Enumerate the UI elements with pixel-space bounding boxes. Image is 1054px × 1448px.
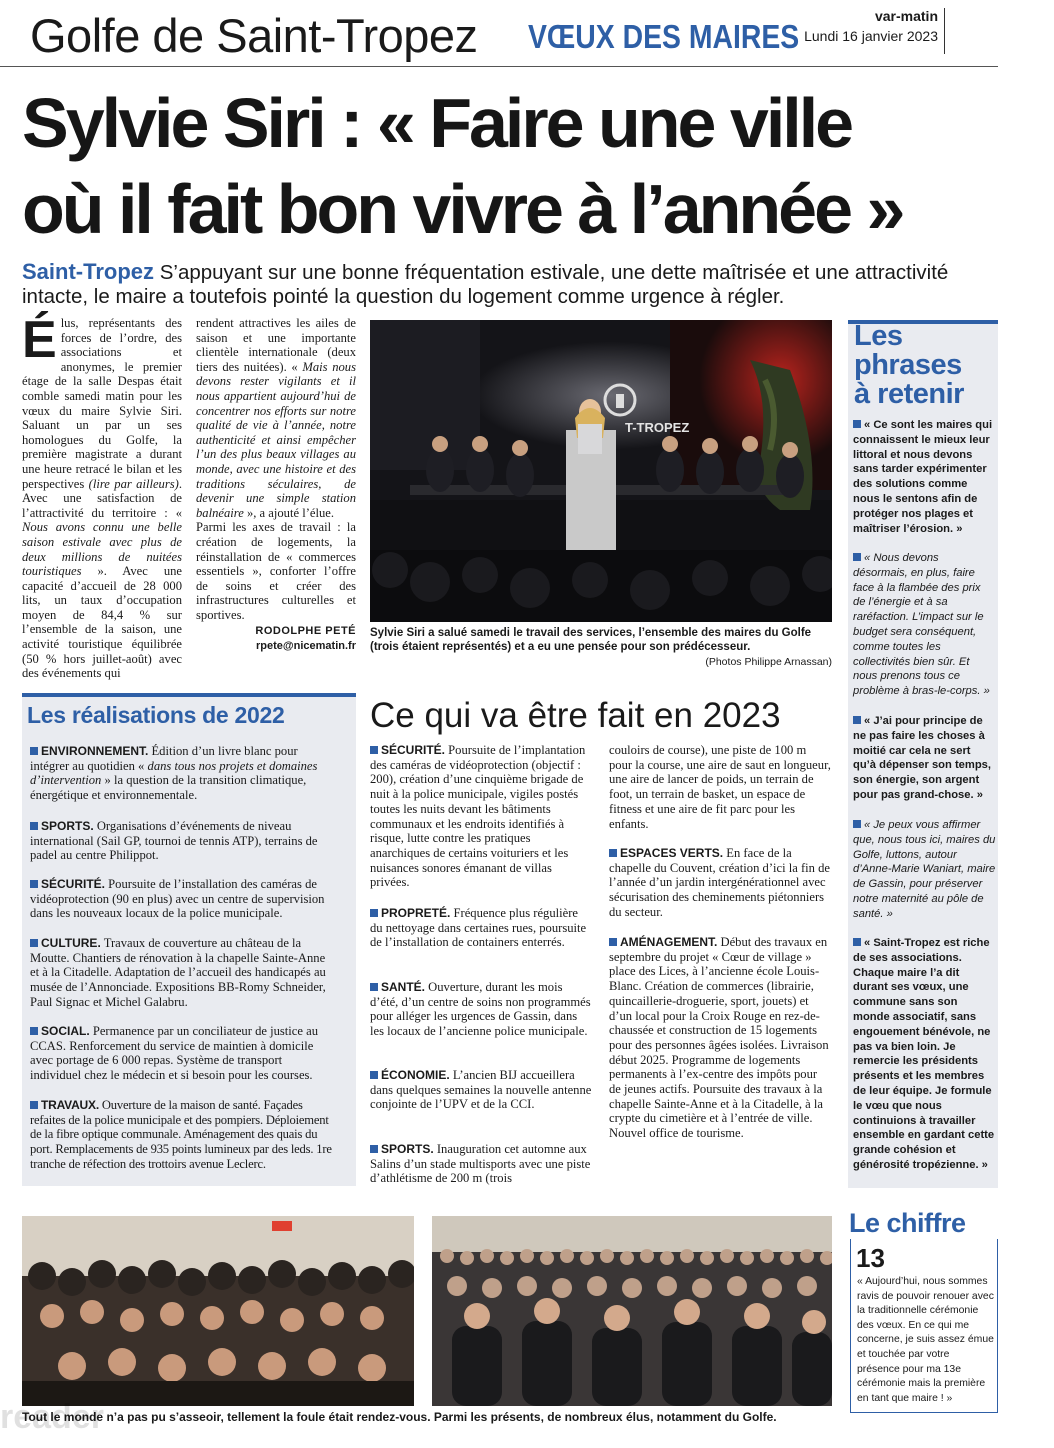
article-column-1 (22, 311, 182, 681)
col2-part-1: Mais nous devons rester vigilants et il nous appartient aujourd’hui de concentrer nos efforts sur notre qualité de vie à l’année, notre authenticité et ainsi empêcher l’un des plus beaux villages au monde, avec une histoire et des traditions séculaires, de devenir une simple station balnéaire (196, 359, 356, 520)
quote-item (853, 714, 996, 803)
bullet-square-icon (609, 849, 617, 857)
header-divider (944, 8, 945, 54)
achievement-keyword: CULTURE. (41, 936, 101, 950)
quote-text: « Nous devons désormais, en plus, faire face à la flambée des prix de l’énergie et à sa raréfaction. L’impact sur le budget sera conséquent, comme toutes les collectivités bien sûr. Et nous prenons tous ce problème à bras-le-corps. » (853, 552, 990, 698)
bullet-square-icon (853, 420, 861, 428)
achievement-item (30, 936, 334, 1010)
headline (22, 80, 1012, 252)
lead-place: Saint-Tropez (22, 259, 155, 284)
achievement-text: Poursuite de l’installation des caméras de vidéoprotection (90 en plus) avec un centre de supervision dans les nouveaux locaux de la police municipale. (30, 877, 325, 921)
article-column-2 (196, 316, 356, 654)
article-lead (22, 260, 997, 309)
bullet-square-icon (609, 938, 617, 946)
author-name: RODOLPHE PETÉ (255, 625, 356, 638)
bullet-square-icon (370, 746, 378, 754)
plan-text: L’ancien BIJ accueillera dans quelques semaines la nouvelle antenne conjointe de l’UPV et de la CCI. (370, 1068, 592, 1112)
key-figure-quote: « Aujourd’hui, nous sommes ravis de pouvoir renouer avec la traditionnelle cérémonie des vœux. En ce qui me concerne, je suis assez émue et touchée par votre présence pour ma 13e cérémonie mais la première en tant que maire ! » (857, 1276, 994, 1404)
bullet-square-icon (370, 983, 378, 991)
plan-item (609, 846, 831, 920)
key-figure-title: Le chiffre (849, 1208, 966, 1238)
achievement-keyword: TRAVAUX. (41, 1098, 99, 1112)
bullet-square-icon (30, 880, 38, 888)
quotes-sidebar-title (854, 322, 964, 409)
newspaper-name: var-matin (874, 8, 938, 24)
col2-part-0: rendent attractives les ailes de saison et une importante clientèle internationale (deux tiers des nuitées). « (196, 316, 356, 374)
bullet-square-icon (30, 747, 38, 755)
crowd-photo-caption: Tout le monde n’a pas pu s’asseoir, tellement la foule était rendez-vous. Parmi les présents, de nombreux élus, notamment du Golfe. (22, 1410, 777, 1424)
bullet-square-icon (30, 1101, 38, 1109)
key-figure-number: 13 (856, 1243, 885, 1273)
plan-text: Poursuite de l’implantation des caméras de vidéoprotection (objectif : 200), création d’une cinquième brigade de nuit à la police municipale, vigiles postés toutes les nuits devant les bâtiments communaux et les endroits identifiés à risque, lutte contre les pratiques anarchiques de certains voituriers et les nuisances sonores émanant de villas privées. (370, 743, 586, 890)
plan-keyword: SPORTS. (381, 1142, 434, 1156)
quote-item (853, 936, 996, 1173)
achievement-text-italic: dans tous nos projets et domaines d’intervention (30, 758, 318, 788)
bullet-square-icon (30, 1027, 38, 1035)
quotes-title-line-3: à retenir (854, 378, 964, 410)
col1-part-3: Nous avons connu une belle saison estivale avec plus de deux millions de nuitées touristiques (22, 520, 182, 579)
bullet-square-icon (30, 939, 38, 947)
col1-part-4: ». Avec une capacité d’accueil de 28 000 lits, un taux d’occupation moyen de 84,4 % sur l’ensemble de la saison, une activité touristique équilibrée (50 % hors juillet-août) avec des événements qui (22, 564, 182, 681)
achievement-text: Travaux de couverture au château de la Moutte. Chantiers de rénovation à la chapelle Sainte-Anne et à la Citadelle. Adaptation de l’accueil des handicapés au musée de l’Annonciade. Expositions BB-Romy Schneider, Paul Signac et Michel Galabru. (30, 936, 326, 1009)
plan-text: Ouverture, durant les mois d’été, d’un centre de soins non programmés pour alléger les urgences de Gassin, dans les locaux de l’ancienne police municipale. (370, 980, 591, 1039)
achievements-title: Les réalisations de 2022 (27, 702, 285, 728)
bullet-square-icon (30, 822, 38, 830)
bullet-square-icon (853, 553, 861, 561)
plan-keyword: ESPACES VERTS. (620, 846, 724, 860)
col1-part-0: lus, représentants des forces de l’ordre, des associations et anonymes, le premier étage de la salle Despas était comble samedi matin pour les vœux du maire Sylvie Siri. Saluant un par un ses homologues du Golfe, la première magistrate a durant une heure retracé le bilan et les perspectives (22, 316, 182, 491)
achievement-item (30, 877, 334, 921)
plan-item (370, 1068, 592, 1112)
quote-item (853, 818, 996, 922)
section-title: Golfe de Saint-Tropez (30, 9, 478, 62)
col1-part-2: . Avec une satisfaction de l’attractivité du territoire : « (22, 476, 182, 520)
bullet-square-icon (853, 938, 861, 946)
header-rule (0, 66, 998, 67)
quotes-title-line-2: phrases (854, 349, 962, 381)
rubric-label: VŒUX DES MAIRES (528, 18, 800, 55)
achievement-keyword: ENVIRONNEMENT. (41, 744, 149, 758)
dropcap: É (22, 311, 57, 369)
col2-part-3: Parmi les axes de travail : la création de logements, la réinstallation de « commerces essentiels », conforter l’offre de soins et créer des infrastructures culturelles et sportives. (196, 520, 356, 622)
plan-keyword: SANTÉ. (381, 980, 426, 994)
main-photo-caption: Sylvie Siri a salué samedi le travail des services, l’ensemble des maires du Golfe (trois étaient représentés) et a eu une pensée pour son prédécesseur. (370, 627, 812, 653)
main-photo (370, 320, 832, 622)
headline-line-1: Sylvie Siri : « Faire une ville (22, 84, 852, 162)
plan-item (370, 1142, 592, 1186)
achievement-text: Organisations d’événements de niveau international (Sail GP, tournoi de tennis ATP), terrains de padel au centre Philippot. (30, 819, 318, 863)
crowd-photo-left (22, 1216, 414, 1406)
quote-item (853, 418, 996, 536)
quote-item (853, 551, 996, 699)
col2-part-2: », a ajouté l’élue. (243, 505, 335, 520)
achievement-keyword: SÉCURITÉ. (41, 877, 106, 891)
plan-item (370, 906, 592, 950)
plan-text: Fréquence plus régulière du nettoyage dans certaines rues, poursuite de l’installation de containers enterrés. (370, 906, 587, 950)
bullet-square-icon (370, 1145, 378, 1153)
quotes-title-line-1: Les (854, 320, 903, 352)
achievements-box-rule (22, 693, 356, 697)
bullet-square-icon (853, 716, 861, 724)
bullet-square-icon (370, 1071, 378, 1079)
achievement-item (30, 744, 334, 803)
issue-date: Lundi 16 janvier 2023 (804, 28, 938, 44)
plan-item (370, 980, 592, 1039)
plan-keyword: PROPRETÉ. (381, 906, 451, 920)
plan-text: Inauguration cet automne aux Salins d’un stade multisports avec une piste d’athlétisme de 200 m (trois (370, 1142, 591, 1186)
quote-text: « Saint-Tropez est riche de ses associations. Chaque maire l’a dit durant ses vœux, une commune sans son monde associatif, sans engouement bénévole, ne pas va bien loin. Je remercie les présidents présents et les membres de leur équipe. Je formule le vœu que nous continuions à travailler ensemble en gardant cette grande cohésion et générosité tropézienne. » (853, 937, 995, 1171)
plan-keyword: ÉCONOMIE. (381, 1068, 450, 1082)
watermark: reader (0, 1398, 104, 1436)
plan-item (370, 743, 592, 890)
plan-keyword: SÉCURITÉ. (381, 743, 446, 757)
achievement-text-end: » la question de la transition climatique, énergétique et environnementale. (30, 773, 307, 803)
plan-keyword: AMÉNAGEMENT. (620, 935, 718, 949)
achievement-item (30, 1024, 334, 1083)
achievement-text: Ouverture de la maison de santé. Façades refaites de la police municipale et des pompiers. Déploiement de la fibre optique communale. Aménagement des quais du port. Remplacements de 935 points lumineux par des leds. 1re tranche de réfection des trottoirs avenue Leclerc. (30, 1098, 332, 1171)
col1-part-1: (lire par ailleurs) (88, 476, 179, 491)
achievement-text: Édition d’un livre blanc pour intégrer au quotidien « (30, 744, 298, 773)
quote-text: « Ce sont les maires qui connaissent le mieux leur littoral et nous devons sans tarder expérimenter des solutions comme nous le sentons afin de protéger nos plages et maîtriser l’érosion. » (853, 419, 993, 535)
plan-item (609, 935, 831, 1141)
bullet-square-icon (370, 909, 378, 917)
achievement-item (30, 819, 334, 863)
headline-line-2: où il fait bon vivre à l’année » (22, 170, 903, 248)
plan-text: En face de la chapelle du Couvent, création d’ici la fin de l’année d’un jardin intergénérationnel avec sécurisation des cheminements piétonniers du secteur. (609, 846, 831, 919)
quote-text: « Je peux vous affirmer que, nous tous ici, maires du Golfe, luttons, autour d’Anne-Marie Waniart, maire de Gassin, pour préserver notre maternité au pôle de santé. » (853, 819, 996, 920)
achievement-keyword: SOCIAL. (41, 1024, 90, 1038)
lead-text: S’appuyant sur une bonne fréquentation estivale, une dette maîtrisée et une attractivité intacte, le maire a toutefois pointé la question du logement comme urgence à régler. (22, 261, 949, 308)
author-email[interactable]: rpete@nicematin.fr (256, 640, 356, 653)
backdrop-text: T-TROPEZ (625, 420, 690, 435)
photo-credit: (Photos Philippe Arnassan) (705, 656, 832, 668)
plan-item-continued: couloirs de course), une piste de 100 m pour la course, une aire de saut en longueur, une aire de lancer de poids, un terrain de foot, un terrain de basket, un espace de fitness et une aire de fit parc pour les enfants. (609, 743, 831, 831)
crowd-photo-right (432, 1216, 832, 1406)
plans-2023-title: Ce qui va être fait en 2023 (370, 696, 781, 735)
plan-text: Début des travaux en septembre du projet « Cœur de village » place des Lices, à l’ancienne école Louis-Blanc. Création de commerces (librairie, quincaillerie-droguerie, sport, jouets) et d’un local pour la Croix Rouge en rez-de-chaussée et construction de 15 logements pour des personnes âgées isolées. Livraison début 2025. Programme de logements permanents à l’ex-centre des impôts pour de jeunes actifs. Poursuite des travaux à la chapelle Sainte-Anne et à la Citadelle, à la crypte du cimetière et à l’entrée de ville. Nouvel office de tourisme. (609, 935, 829, 1141)
bullet-square-icon (853, 820, 861, 828)
achievement-text: Permanence par un conciliateur de justice au CCAS. Renforcement du service de maintien à domicile avec portage de 6 000 repas. Système de transport individuel chez le médecin et si besoin pour les courses. (30, 1024, 319, 1083)
achievement-keyword: SPORTS. (41, 819, 94, 833)
quote-text: « J’ai pour principe de ne pas faire les choses à moitié car cela ne sert qu’à dépenser son temps, son énergie, son argent pour pas grand-chose. » (853, 715, 992, 801)
achievement-item (30, 1098, 334, 1172)
